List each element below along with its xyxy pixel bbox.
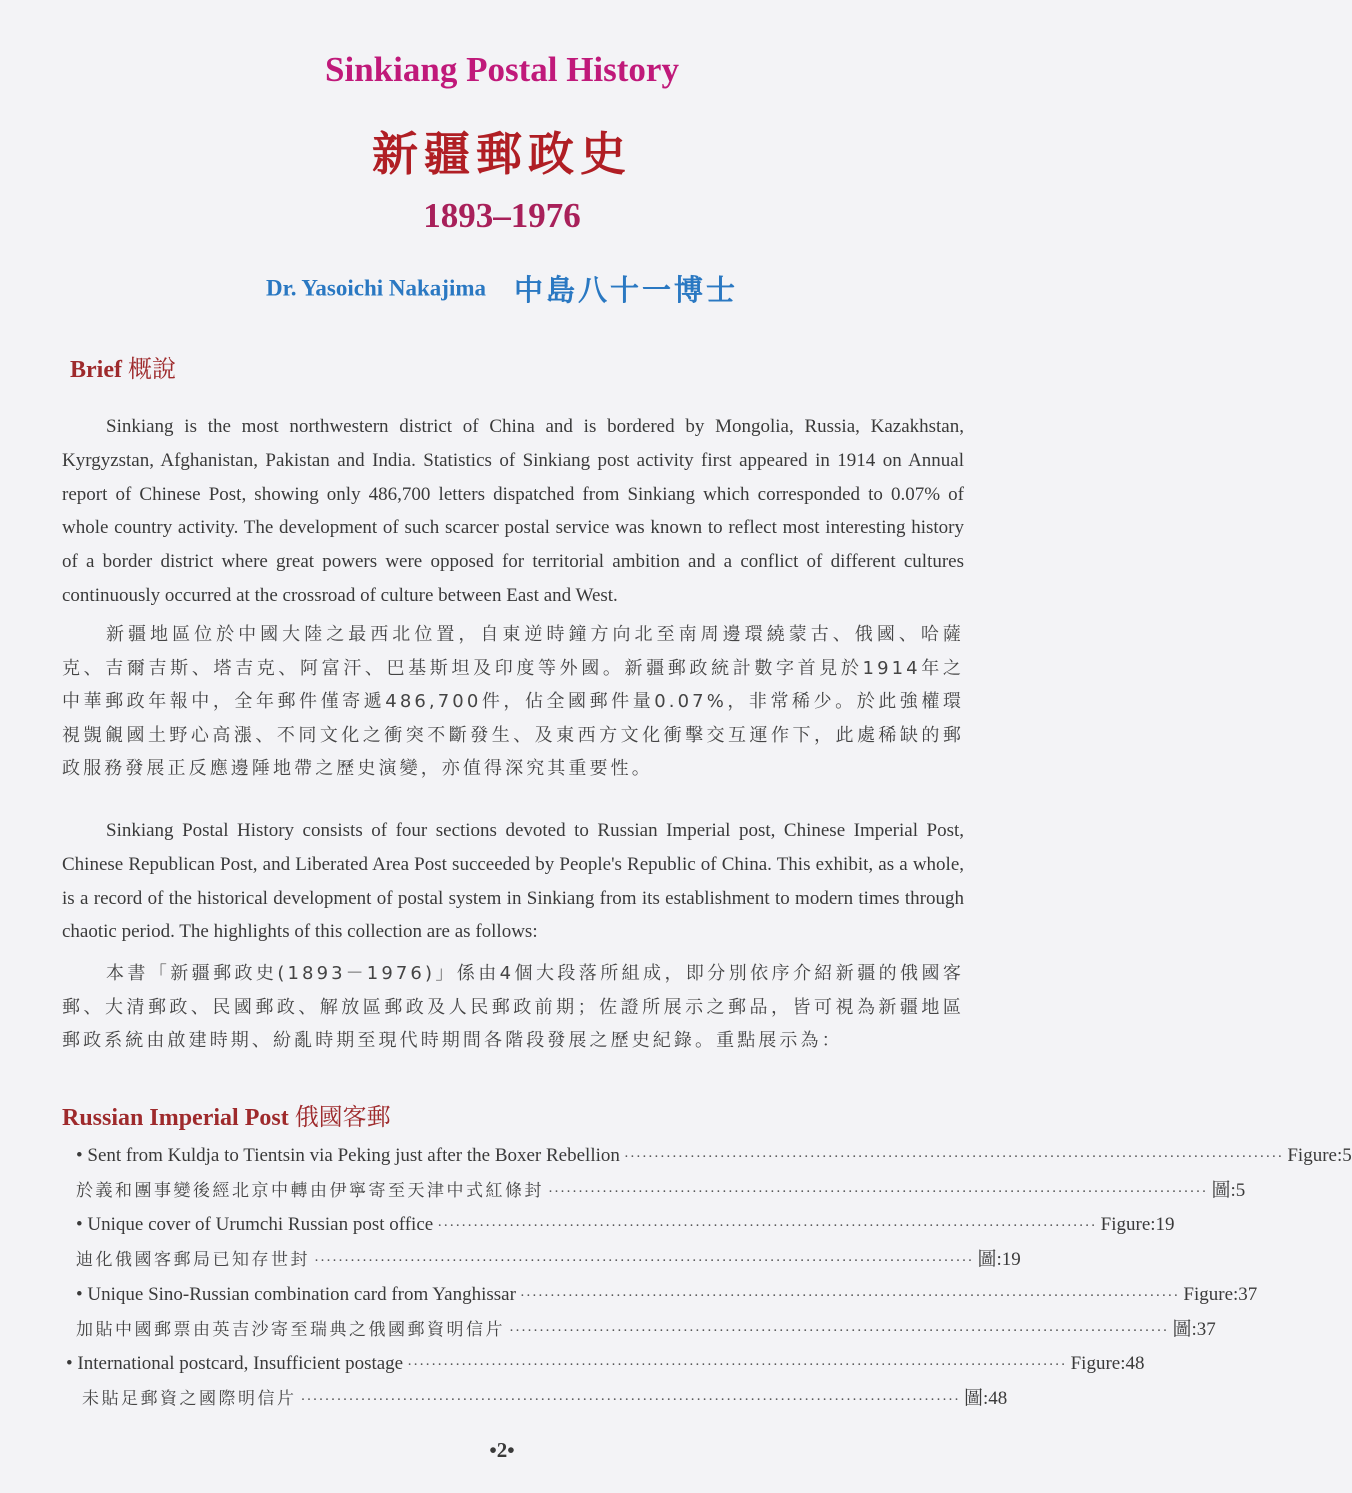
page-title-chinese: 新疆郵政史 — [372, 129, 632, 180]
figure-reference-chinese: 圖:48 — [963, 1388, 1008, 1409]
highlight-line-chinese — [76, 1244, 1021, 1274]
highlight-text-english: • Unique cover of Urumchi Russian post office — [76, 1214, 434, 1235]
dot-leader: ·············································································································· — [300, 1392, 960, 1408]
highlight-line-english — [76, 1284, 1258, 1314]
highlight-line-english — [76, 1145, 1352, 1175]
figure-reference-chinese: 圖:37 — [1172, 1319, 1216, 1340]
section-heading-chinese: 俄國客郵 — [294, 1105, 391, 1131]
highlight-item — [76, 1284, 1258, 1344]
dot-leader: ·············································································································· — [519, 1288, 1180, 1304]
highlight-item — [66, 1353, 1145, 1413]
year-range: 1893–1976 — [423, 196, 581, 235]
highlight-item — [76, 1214, 1175, 1274]
brief-heading-english: Brief — [70, 357, 122, 383]
highlight-text-english: • Unique Sino-Russian combination card from Yanghissar — [76, 1284, 516, 1305]
dot-leader: ·············································································································· — [623, 1149, 1284, 1165]
page-title-english: Sinkiang Postal History — [325, 50, 679, 89]
highlight-text-english: • International postcard, Insufficient postage — [66, 1353, 404, 1374]
author-name-chinese: 中島八十一博士 — [514, 275, 739, 307]
brief-paragraph-1-english: Sinkiang is the most northwestern district of China and is bordered by Mongolia, Russia, Kazakhstan, Kyrgyzstan, Afghanistan, Pakistan and India. Statistics of Sinkiang post activity first appeared in 1914 on Annual report of Chinese Post, showing only 486,700 letters dispatched from Sinkiang which corresponded to 0.07% of whole country activity. The development of such scarcer postal service was known to reflect most interesting history of a border district where great powers were opposed for territorial ambition and a conflict of different cultures continuously occurred at the crossroad of culture between East and West. — [62, 416, 964, 606]
dot-leader: ·············································································································· — [548, 1184, 1208, 1200]
author-line — [0, 268, 1004, 309]
highlight-line-chinese — [76, 1175, 1246, 1205]
highlight-text-english: • Sent from Kuldja to Tientsin via Peking just after the Boxer Rebellion — [76, 1145, 620, 1166]
figure-reference-chinese: 圖:5 — [1211, 1180, 1246, 1201]
highlight-line-english — [66, 1353, 1145, 1383]
highlight-item — [76, 1145, 1352, 1205]
figure-reference: Figure:5 — [1287, 1145, 1352, 1166]
highlight-text-chinese: 迪化俄國客郵局已知存世封 — [76, 1250, 310, 1270]
page-number: •2• — [489, 1438, 515, 1462]
highlight-text-chinese: 於義和團事變後經北京中轉由伊寧寄至天津中式紅條封 — [76, 1181, 544, 1201]
figure-reference: Figure:37 — [1183, 1284, 1258, 1305]
highlight-text-chinese: 加貼中國郵票由英吉沙寄至瑞典之俄國郵資明信片 — [76, 1320, 505, 1340]
highlight-text-chinese: 未貼足郵資之國際明信片 — [82, 1389, 297, 1409]
highlight-line-english — [76, 1214, 1175, 1244]
brief-heading-chinese: 概說 — [127, 357, 176, 383]
highlight-line-chinese — [66, 1383, 1008, 1413]
russian-imperial-post-heading — [62, 1097, 391, 1132]
dot-leader: ·············································································································· — [509, 1323, 1169, 1339]
highlight-line-chinese — [76, 1314, 1216, 1344]
dot-leader: ·············································································································· — [407, 1357, 1067, 1373]
figure-reference: Figure:48 — [1070, 1353, 1145, 1374]
brief-heading — [70, 349, 176, 384]
section-heading-english: Russian Imperial Post — [62, 1105, 289, 1131]
figure-reference-chinese: 圖:19 — [977, 1249, 1021, 1270]
author-name-english: Dr. Yasoichi Nakajima — [265, 275, 486, 301]
figure-reference: Figure:19 — [1100, 1214, 1175, 1235]
brief-paragraph-2-english: Sinkiang Postal History consists of four sections devoted to Russian Imperial post, Chinese Imperial Post, Chinese Republican Post, and Liberated Area Post succeeded by People's Republic of China. This exhibit, as a whole, is a record of the historical development of postal system in Sinkiang from its establishment to modern times through chaotic period. The highlights of this collection are as follows: — [62, 820, 964, 943]
dot-leader: ·············································································································· — [437, 1218, 1097, 1234]
dot-leader: ·············································································································· — [314, 1253, 974, 1269]
brief-paragraph-1-chinese: 新疆地區位於中國大陸之最西北位置，自東逆時鐘方向北至南周邊環繞蒙古、俄國、哈薩克、吉爾吉斯、塔吉克、阿富汗、巴基斯坦及印度等外國。新疆郵政統計數字首見於1914年之中華郵政年報中，全年郵件僅寄遞486,700件，佔全國郵件量0.07%，非常稀少。於此強權環視覬覦國土野心高漲、不同文化之衝突不斷發生、及東西方文化衝擊交互運作下，此處稀缺的郵政服務發展正反應邊陲地帶之歷史演變，亦值得深究其重要性。 — [62, 624, 964, 780]
brief-paragraph-2-chinese: 本書「新疆郵政史(1893－1976)」係由4個大段落所組成，即分別依序介紹新疆的俄國客郵、大清郵政、民國郵政、解放區郵政及人民郵政前期；佐證所展示之郵品，皆可視為新疆地區郵政系統由啟建時期、紛亂時期至現代時期間各階段發展之歷史紀錄。重點展示為： — [62, 963, 964, 1052]
